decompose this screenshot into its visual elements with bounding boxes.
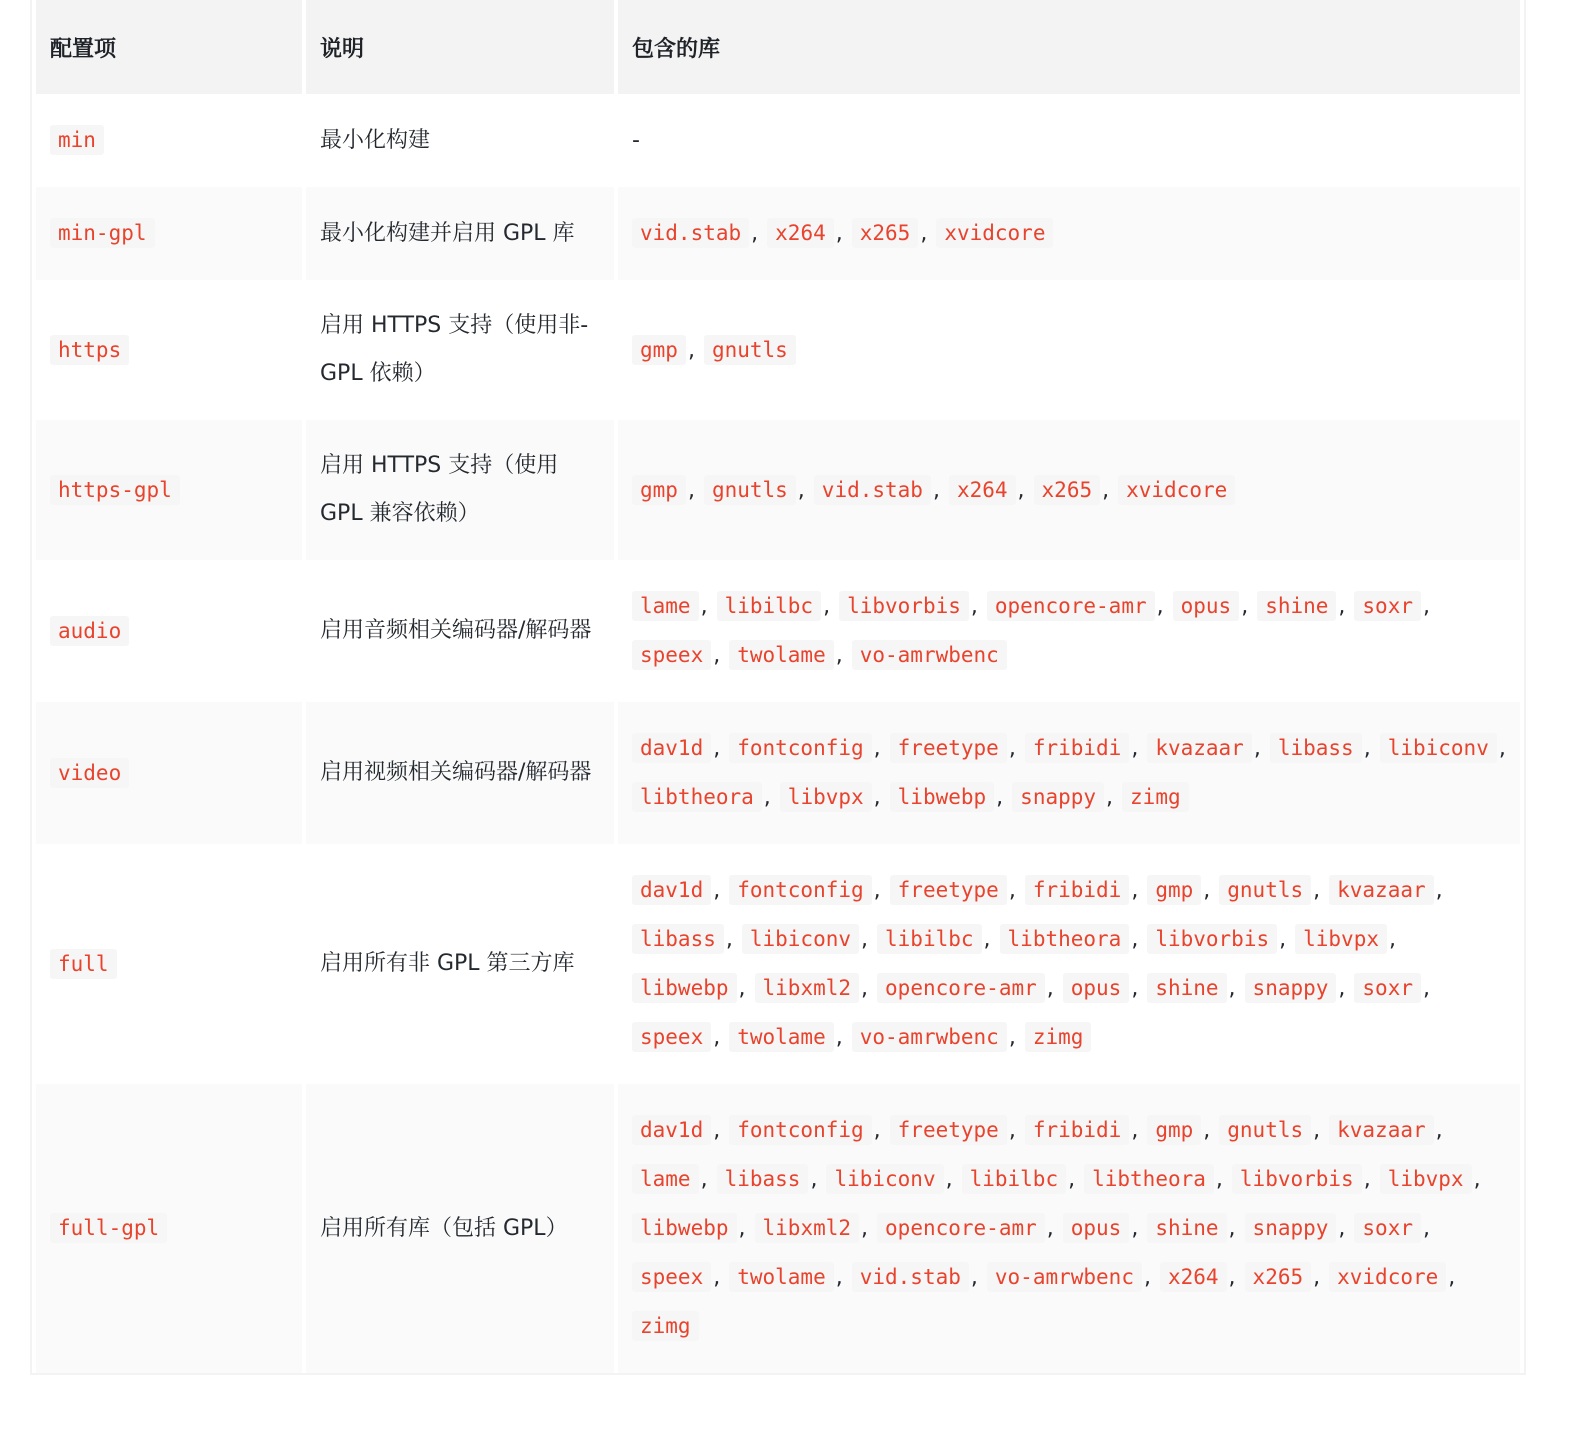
library-code: shine — [1147, 973, 1226, 1003]
library-separator: , — [1435, 878, 1443, 903]
table-row — [36, 94, 1520, 187]
library-separator: , — [873, 878, 888, 903]
library-code: soxr — [1354, 973, 1421, 1003]
library-separator: , — [1388, 927, 1396, 952]
library-separator: , — [1215, 1167, 1230, 1192]
library-code: libvpx — [1295, 924, 1387, 954]
library-separator: , — [1203, 1118, 1218, 1143]
library-code: libvpx — [780, 782, 872, 812]
table-row — [36, 844, 1520, 1084]
library-separator: , — [763, 785, 778, 810]
library-code: speex — [632, 1262, 711, 1292]
library-separator: , — [1313, 1265, 1328, 1290]
table-row — [36, 187, 1520, 280]
library-code: gmp — [632, 335, 686, 365]
library-code: twolame — [729, 1262, 834, 1292]
library-code: libvpx — [1380, 1164, 1472, 1194]
library-code: shine — [1257, 591, 1336, 621]
library-code: libilbc — [962, 1164, 1067, 1194]
library-code: kvazaar — [1329, 1115, 1434, 1145]
library-separator: , — [1131, 927, 1146, 952]
config-table-container — [30, 0, 1526, 1375]
library-code: x264 — [1160, 1262, 1227, 1292]
library-separator: , — [713, 1118, 728, 1143]
library-code: libvorbis — [1232, 1164, 1362, 1194]
library-code: snappy — [1012, 782, 1104, 812]
config-name-code: audio — [50, 616, 129, 646]
library-code: zimg — [1122, 782, 1189, 812]
library-code: freetype — [890, 875, 1007, 905]
libraries-cell — [618, 94, 1520, 187]
library-code: gmp — [1147, 1115, 1201, 1145]
config-name-cell — [36, 187, 302, 280]
library-separator: , — [1143, 1265, 1158, 1290]
library-separator: , — [1131, 1118, 1146, 1143]
library-separator: , — [687, 477, 702, 503]
config-name-cell — [36, 94, 302, 187]
library-code: libwebp — [632, 1213, 737, 1243]
description-cell: 启用 HTTPS 支持（使用 GPL 兼容依赖） — [306, 420, 614, 560]
config-name-cell — [36, 702, 302, 844]
library-separator: , — [1228, 1216, 1243, 1241]
library-code: vo-amrwbenc — [987, 1262, 1142, 1292]
library-separator: , — [835, 1265, 850, 1290]
library-code: opus — [1063, 1213, 1130, 1243]
library-separator: , — [700, 594, 715, 619]
library-code: libass — [1270, 733, 1362, 763]
library-separator: , — [1008, 1118, 1023, 1143]
config-name-cell — [36, 1084, 302, 1373]
library-separator: , — [1473, 1167, 1481, 1192]
library-code: gnutls — [704, 475, 796, 505]
library-code: dav1d — [632, 875, 711, 905]
description-cell: 启用所有库（包括 GPL） — [306, 1084, 614, 1373]
library-code: opencore-amr — [987, 591, 1155, 621]
library-separator: , — [1046, 976, 1061, 1001]
library-code: soxr — [1354, 1213, 1421, 1243]
library-code: soxr — [1354, 591, 1421, 621]
library-separator: , — [1253, 736, 1268, 761]
library-code: xvidcore — [1118, 475, 1235, 505]
library-code: freetype — [890, 733, 1007, 763]
library-separator: , — [983, 927, 998, 952]
library-code: dav1d — [632, 733, 711, 763]
library-separator: , — [1106, 785, 1121, 810]
table-row — [36, 560, 1520, 702]
library-code: twolame — [729, 640, 834, 670]
library-code: vo-amrwbenc — [852, 1022, 1007, 1052]
library-separator: , — [1228, 1265, 1243, 1290]
library-code: fribidi — [1025, 733, 1130, 763]
library-code: xvidcore — [936, 218, 1053, 248]
library-code: libvorbis — [839, 591, 969, 621]
library-code: zimg — [632, 1311, 699, 1341]
library-separator: , — [873, 736, 888, 761]
table-body — [36, 94, 1520, 1373]
library-separator: , — [713, 736, 728, 761]
library-code: opus — [1063, 973, 1130, 1003]
library-separator: , — [700, 1167, 715, 1192]
library-code: fribidi — [1025, 875, 1130, 905]
library-separator: , — [725, 927, 740, 952]
library-code: libvorbis — [1147, 924, 1277, 954]
library-code: x264 — [767, 218, 834, 248]
config-name-cell — [36, 420, 302, 560]
config-name-code: min — [50, 125, 104, 155]
library-separator: , — [1313, 1118, 1328, 1143]
config-name-code: full — [50, 949, 117, 979]
library-separator: , — [932, 477, 947, 503]
library-code: vid.stab — [852, 1262, 969, 1292]
libraries-cell — [618, 702, 1520, 844]
library-code: zimg — [1025, 1022, 1092, 1052]
header-included-libs: 包含的库 — [618, 0, 1520, 94]
library-code: speex — [632, 1022, 711, 1052]
library-separator: , — [1068, 1167, 1083, 1192]
library-code: gmp — [1147, 875, 1201, 905]
library-code: gnutls — [704, 335, 796, 365]
library-separator: , — [861, 976, 876, 1001]
library-separator: , — [1241, 594, 1256, 619]
library-separator: , — [835, 643, 850, 668]
table-row — [36, 280, 1520, 420]
library-separator: , — [1498, 736, 1506, 761]
library-code: fontconfig — [729, 1115, 871, 1145]
library-code: libwebp — [632, 973, 737, 1003]
library-code: vid.stab — [814, 475, 931, 505]
library-code: libtheora — [1000, 924, 1130, 954]
library-separator: , — [1102, 477, 1117, 503]
library-code: x265 — [852, 218, 919, 248]
library-code: kvazaar — [1329, 875, 1434, 905]
library-code: snappy — [1245, 1213, 1337, 1243]
library-separator: , — [835, 221, 850, 246]
library-separator: , — [797, 477, 812, 503]
library-separator: , — [1363, 736, 1378, 761]
library-code: libass — [717, 1164, 809, 1194]
config-name-code: https-gpl — [50, 475, 180, 505]
library-separator: , — [873, 1118, 888, 1143]
library-code: libxml2 — [755, 973, 860, 1003]
library-code: x264 — [949, 475, 1016, 505]
library-separator: , — [1046, 1216, 1061, 1241]
library-separator: , — [713, 643, 728, 668]
library-separator: , — [996, 785, 1011, 810]
library-separator: , — [1338, 594, 1353, 619]
library-code: libilbc — [717, 591, 822, 621]
library-code: libiconv — [742, 924, 859, 954]
library-separator: , — [835, 1025, 850, 1050]
library-separator: , — [1313, 878, 1328, 903]
config-name-cell — [36, 280, 302, 420]
library-separator: , — [861, 927, 876, 952]
config-name-code: video — [50, 758, 129, 788]
library-separator: , — [1131, 878, 1146, 903]
library-separator: , — [1131, 976, 1146, 1001]
library-code: dav1d — [632, 1115, 711, 1145]
library-code: x265 — [1034, 475, 1101, 505]
config-name-code: https — [50, 335, 129, 365]
library-separator: , — [713, 1025, 728, 1050]
library-code: libiconv — [826, 1164, 943, 1194]
library-separator: , — [1279, 927, 1294, 952]
library-separator: , — [713, 1265, 728, 1290]
library-code: gnutls — [1219, 1115, 1311, 1145]
library-code: lame — [632, 1164, 699, 1194]
table-header — [36, 0, 1520, 94]
library-code: fontconfig — [729, 733, 871, 763]
library-separator: , — [1017, 477, 1032, 503]
header-config-item: 配置项 — [36, 0, 302, 94]
library-separator: , — [1228, 976, 1243, 1001]
library-separator: , — [1422, 594, 1430, 619]
library-separator: , — [861, 1216, 876, 1241]
library-separator: , — [1008, 736, 1023, 761]
description-cell: 最小化构建 — [320, 127, 431, 153]
library-separator: , — [1435, 1118, 1443, 1143]
libraries-cell — [618, 1084, 1520, 1373]
description-cell: 启用视频相关编码器/解码器 — [306, 702, 614, 844]
description-cell: 启用所有非 GPL 第三方库 — [320, 951, 575, 976]
library-separator: , — [738, 1216, 753, 1241]
library-code: opencore-amr — [877, 1213, 1045, 1243]
library-separator: , — [1448, 1265, 1456, 1290]
library-code: libxml2 — [755, 1213, 860, 1243]
library-separator: , — [1131, 736, 1146, 761]
library-code: opus — [1173, 591, 1240, 621]
library-separator: , — [751, 221, 766, 246]
description-cell: 启用 HTTPS 支持（使用非-GPL 依赖） — [320, 313, 589, 386]
libraries-cell — [618, 844, 1520, 1084]
library-separator: , — [920, 221, 935, 246]
library-code: shine — [1147, 1213, 1226, 1243]
library-code: opencore-amr — [877, 973, 1045, 1003]
library-separator: , — [1203, 878, 1218, 903]
library-code: fribidi — [1025, 1115, 1130, 1145]
library-separator: , — [1338, 1216, 1353, 1241]
library-code: gmp — [632, 475, 686, 505]
library-separator: , — [738, 976, 753, 1001]
libraries-cell — [618, 560, 1520, 702]
config-name-code: full-gpl — [50, 1213, 167, 1243]
empty-libraries-text: - — [632, 127, 640, 153]
description-cell: 最小化构建并启用 GPL 库 — [306, 187, 614, 280]
library-code: vo-amrwbenc — [852, 640, 1007, 670]
libraries-cell — [618, 420, 1520, 560]
library-separator: , — [1363, 1167, 1378, 1192]
library-separator: , — [873, 785, 888, 810]
library-code: x265 — [1245, 1262, 1312, 1292]
table-row — [36, 702, 1520, 844]
header-description: 说明 — [306, 0, 614, 94]
library-code: xvidcore — [1329, 1262, 1446, 1292]
library-code: libiconv — [1380, 733, 1497, 763]
library-code: kvazaar — [1147, 733, 1252, 763]
table-row — [36, 420, 1520, 560]
library-separator: , — [687, 337, 702, 363]
library-code: libtheora — [1084, 1164, 1214, 1194]
library-separator: , — [713, 878, 728, 903]
library-code: lame — [632, 591, 699, 621]
config-name-cell — [36, 560, 302, 702]
library-separator: , — [810, 1167, 825, 1192]
library-separator: , — [970, 1265, 985, 1290]
library-separator: , — [1131, 1216, 1146, 1241]
library-separator: , — [1008, 878, 1023, 903]
library-code: fontconfig — [729, 875, 871, 905]
library-code: speex — [632, 640, 711, 670]
library-separator: , — [945, 1167, 960, 1192]
libraries-cell — [618, 187, 1520, 280]
library-separator: , — [1422, 1216, 1430, 1241]
library-separator: , — [970, 594, 985, 619]
library-code: twolame — [729, 1022, 834, 1052]
library-code: libtheora — [632, 782, 762, 812]
library-separator: , — [1422, 976, 1430, 1001]
config-table — [32, 0, 1524, 1373]
library-code: libilbc — [877, 924, 982, 954]
table-row — [36, 1084, 1520, 1373]
description-cell: 启用音频相关编码器/解码器 — [320, 618, 592, 643]
library-separator: , — [1338, 976, 1353, 1001]
library-code: freetype — [890, 1115, 1007, 1145]
library-code: gnutls — [1219, 875, 1311, 905]
library-separator: , — [823, 594, 838, 619]
library-code: libwebp — [890, 782, 995, 812]
config-name-cell — [36, 844, 302, 1084]
libraries-cell — [618, 280, 1520, 420]
library-code: snappy — [1245, 973, 1337, 1003]
header-row — [36, 0, 1520, 94]
library-code: libass — [632, 924, 724, 954]
library-code: vid.stab — [632, 218, 749, 248]
library-separator: , — [1156, 594, 1171, 619]
config-name-code: min-gpl — [50, 218, 155, 248]
library-separator: , — [1008, 1025, 1023, 1050]
